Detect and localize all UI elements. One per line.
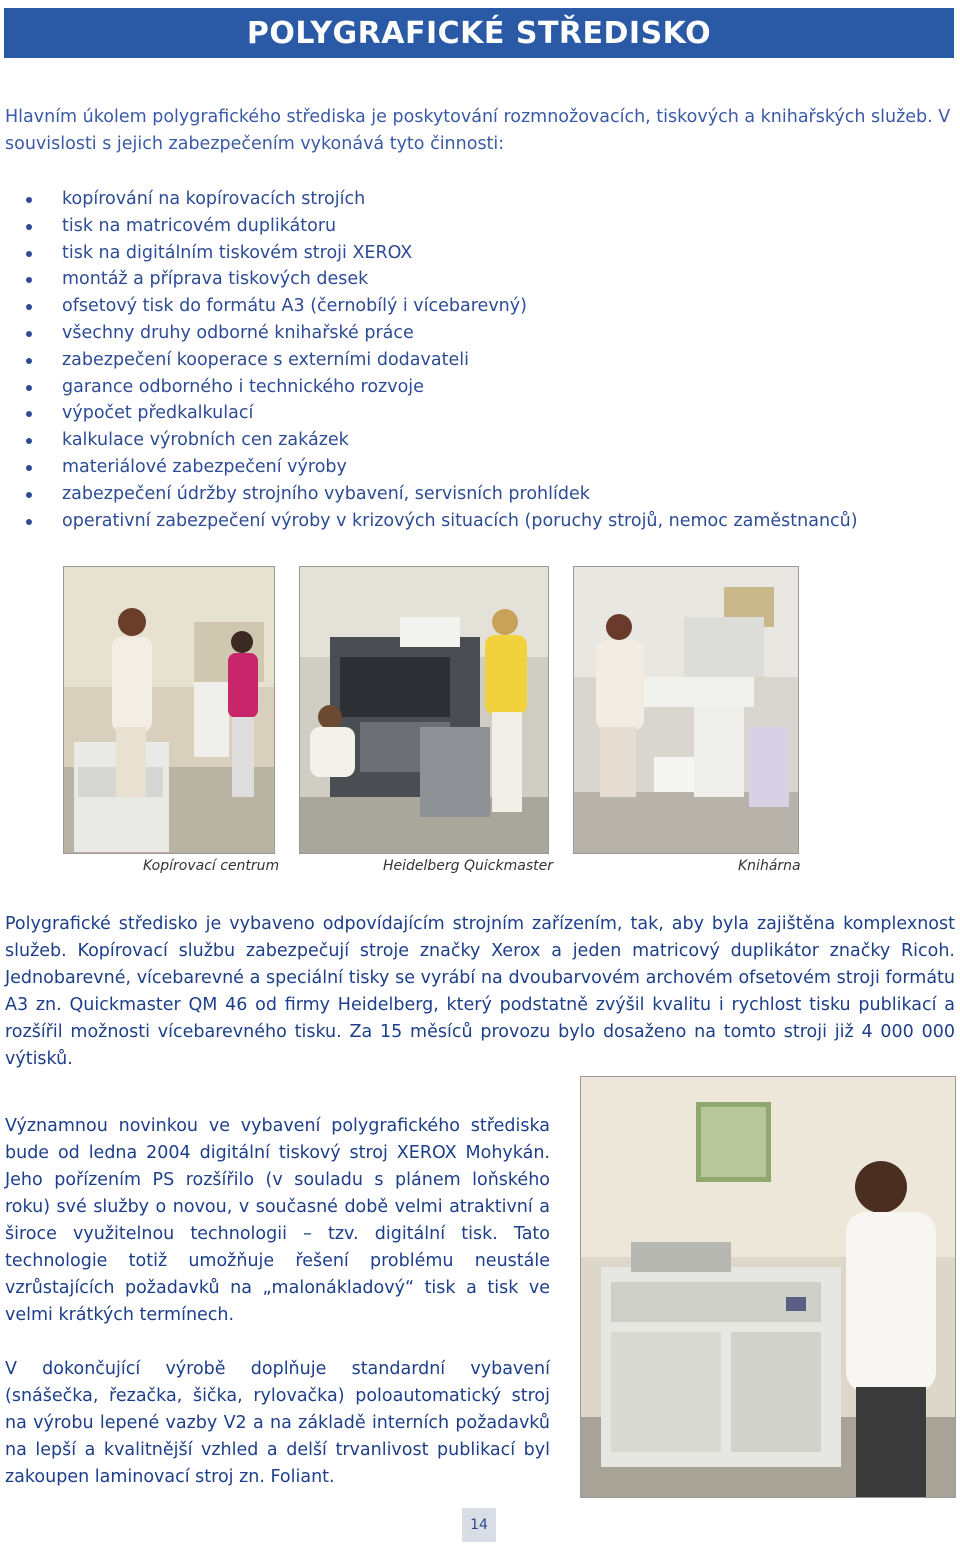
list-item: všechny druhy odborné knihařské práce bbox=[0, 320, 950, 347]
caption-heidelberg: Heidelberg Quickmaster bbox=[383, 858, 553, 874]
photo-xerox-digital-press bbox=[580, 1076, 956, 1498]
list-item: zabezpečení údržby strojního vybavení, servisních prohlídek bbox=[0, 481, 950, 508]
list-item: tisk na matricovém duplikátoru bbox=[0, 213, 950, 240]
list-item: montáž a příprava tiskových desek bbox=[0, 266, 950, 293]
list-item: tisk na digitálním tiskovém stroji XEROX bbox=[0, 240, 950, 267]
list-item: materiálové zabezpečení výroby bbox=[0, 454, 950, 481]
bullet-icon bbox=[26, 331, 32, 337]
bullet-icon bbox=[26, 251, 32, 257]
list-item: ofsetový tisk do formátu A3 (černobílý i vícebarevný) bbox=[0, 293, 950, 320]
bullet-icon bbox=[26, 519, 32, 525]
page-number: 14 bbox=[462, 1508, 496, 1542]
list-item: garance odborného i technického rozvoje bbox=[0, 374, 950, 401]
bullet-icon bbox=[26, 197, 32, 203]
paragraph-equipment: Polygrafické středisko je vybaveno odpovídajícím strojním zařízením, tak, aby byla zajištěna komplexnost služeb. Kopírovací službu zabezpečují stroje značky Xerox a jeden matricový duplikátor značky Ricoh. Jednobarevné, vícebarevné a speciální tisky se vyrábí na dvoubarvovém archovém ofsetovém stroji formátu A3 zn. Quickmaster QM 46 od firmy Heidelberg, který podstatně zvýšil kvalitu i rychlost tisku publikací a rozšířil možnosti vícebarevného tisku. Za 15 měsíců provozu bylo dosaženo na tomto stroji již 4 000 000 výtisků. bbox=[5, 914, 955, 1069]
bullet-icon bbox=[26, 304, 32, 310]
photo-heidelberg-quickmaster bbox=[299, 566, 549, 854]
list-item: kalkulace výrobních cen zakázek bbox=[0, 427, 950, 454]
caption-bindery: Knihárna bbox=[738, 858, 801, 874]
list-item: výpočet předkalkulací bbox=[0, 400, 950, 427]
bullet-icon bbox=[26, 358, 32, 364]
page-title: POLYGRAFICKÉ STŘEDISKO bbox=[246, 15, 712, 51]
list-item: zabezpečení kooperace s externími dodavateli bbox=[0, 347, 950, 374]
list-item: kopírování na kopírovacích strojích bbox=[0, 186, 950, 213]
caption-copy-center: Kopírovací centrum bbox=[143, 858, 280, 874]
intro-text: Hlavním úkolem polygrafického střediska je poskytování rozmnožovacích, tiskových a knihařských služeb. V souvislosti s jejich zabezpečením vykonává tyto činnosti: bbox=[5, 107, 951, 154]
bullet-icon bbox=[26, 492, 32, 498]
paragraph-xerox: Významnou novinkou ve vybavení polygrafického střediska bude od ledna 2004 digitální tiskový stroj XEROX Mohykán. Jeho pořízením PS rozšířilo (v souladu s plánem loňského roku) své služby o novou, v současné době velmi atraktivní a široce využitelnou technologii – tzv. digitální tisk. Tato technologie totiž umožňuje řešení problému neustále vzrůstajících požadavků na „malonákladový“ tisk a tisk ve velmi krátkých termínech. bbox=[5, 1116, 550, 1325]
bullet-icon bbox=[26, 465, 32, 471]
header-bar bbox=[4, 8, 954, 58]
photo-copy-center bbox=[63, 566, 275, 854]
bullet-icon bbox=[26, 385, 32, 391]
list-item: operativní zabezpečení výroby v krizových situacích (poruchy strojů, nemoc zaměstnanců) bbox=[0, 508, 950, 535]
bullet-icon bbox=[26, 224, 32, 230]
bullet-icon bbox=[26, 277, 32, 283]
activity-list bbox=[0, 186, 950, 534]
bullet-icon bbox=[26, 411, 32, 417]
photo-bindery bbox=[573, 566, 799, 854]
bullet-icon bbox=[26, 438, 32, 444]
paragraph-finishing: V dokončující výrobě doplňuje standardní vybavení (snášečka, řezačka, šička, rylovačka) poloautomatický stroj na výrobu lepené vazby V2 a na základě interních požadavků na lepší a kvalitnější vzhled a delší trvanlivost publikací byl zakoupen laminovací stroj zn. Foliant. bbox=[5, 1359, 550, 1487]
